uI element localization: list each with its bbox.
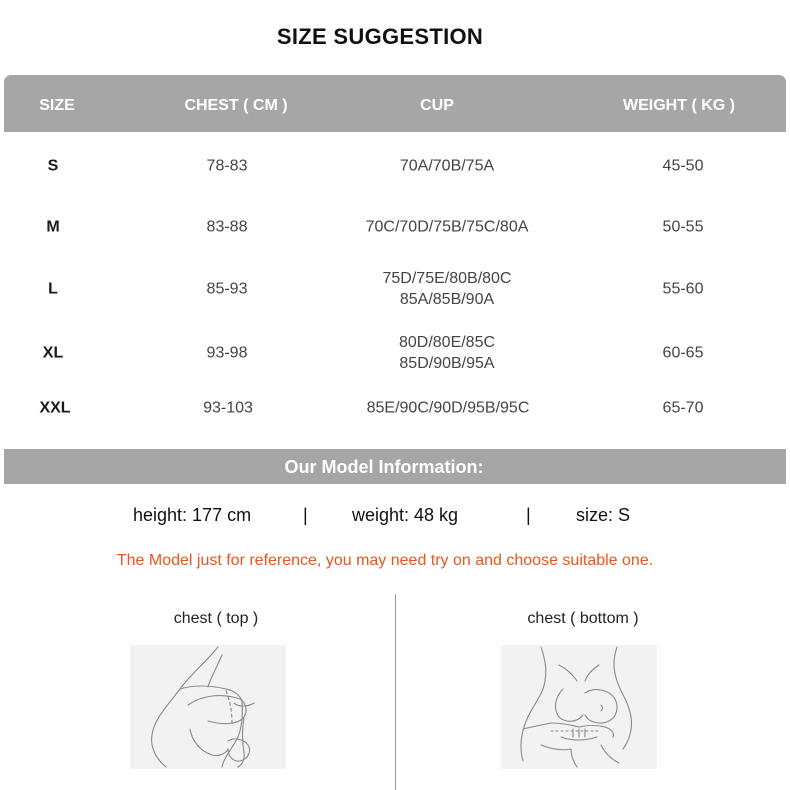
cup-line: 80D/80E/85C	[398, 334, 496, 351]
model-size: size: S	[576, 505, 631, 525]
header-size: SIZE	[39, 97, 75, 114]
model-height: height: 177 cm	[133, 505, 252, 525]
model-info-title: Our Model Information:	[284, 457, 484, 477]
cup-line: 70C/70D/75B/75C/80A	[365, 218, 529, 236]
chest-bottom-illustration	[501, 645, 657, 769]
illustration-label-bottom: chest ( bottom )	[527, 610, 639, 627]
size-cell: XXL	[39, 399, 71, 417]
weight-cell: 60-65	[662, 344, 704, 362]
chest-top-sketch	[130, 645, 286, 769]
cup-cell	[400, 156, 494, 177]
page-title: SIZE SUGGESTION	[276, 24, 484, 49]
size-cell: L	[48, 280, 58, 298]
chest-cell: 93-98	[206, 344, 248, 362]
reference-note: The Model just for reference, you may need try on and choose suitable one.	[116, 552, 654, 569]
header-chest: CHEST ( CM )	[184, 97, 288, 114]
size-cell: XL	[42, 344, 64, 362]
header-weight: WEIGHT ( KG )	[623, 97, 735, 114]
cup-cell	[366, 217, 529, 238]
chest-cell: 83-88	[206, 218, 248, 236]
size-cell: S	[47, 157, 59, 175]
chest-top-illustration	[130, 645, 286, 769]
model-info-bar	[4, 449, 786, 484]
cup-cell	[367, 398, 530, 419]
chest-bottom-sketch	[501, 645, 657, 769]
size-cell: M	[46, 218, 60, 236]
cup-line: 85A/85B/90A	[399, 291, 495, 308]
cup-line: 85E/90C/90D/95B/95C	[366, 399, 530, 417]
cup-line: 70A/70B/75A	[399, 157, 495, 175]
model-weight: weight: 48 kg	[352, 505, 459, 525]
header-cup: CUP	[420, 97, 454, 114]
weight-cell: 55-60	[662, 280, 704, 298]
cup-cell	[383, 268, 512, 310]
illustration-label-top: chest ( top )	[173, 610, 259, 627]
chest-cell: 78-83	[206, 157, 248, 175]
cup-line: 85D/90B/95A	[399, 355, 495, 372]
separator: |	[526, 505, 531, 525]
chest-cell: 85-93	[206, 280, 248, 298]
weight-cell: 45-50	[662, 157, 704, 175]
weight-cell: 50-55	[662, 218, 704, 236]
separator: |	[303, 505, 308, 525]
divider	[395, 594, 396, 790]
chest-cell: 93-103	[203, 399, 253, 417]
cup-line: 75D/75E/80B/80C	[382, 270, 512, 287]
cup-cell	[399, 332, 495, 374]
weight-cell: 65-70	[662, 399, 704, 417]
table-header	[4, 75, 786, 132]
